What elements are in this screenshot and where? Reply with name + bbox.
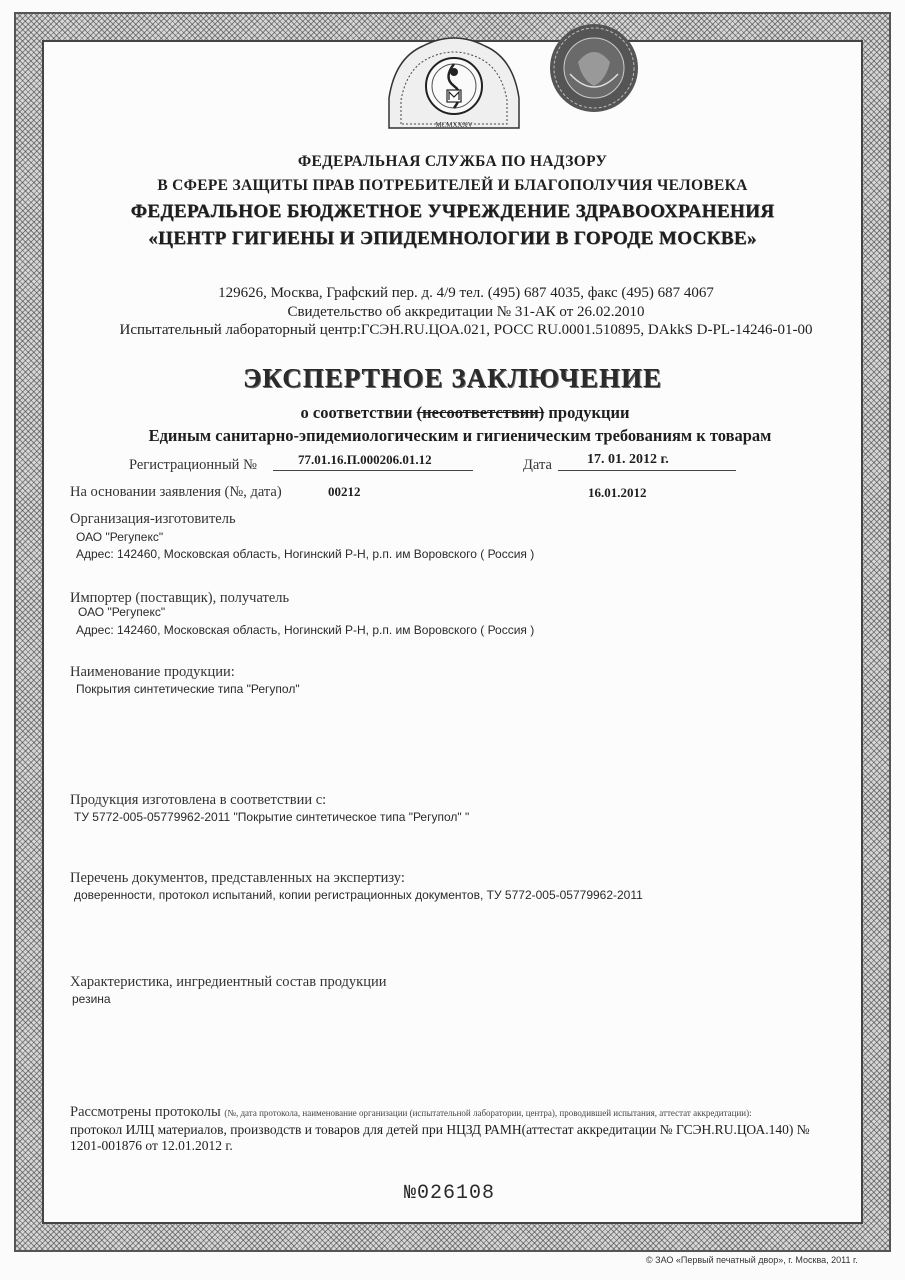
manufacturer-label: Организация-изготовитель — [70, 511, 236, 527]
contact-address: 129626, Москва, Графский пер. д. 4/9 тел. (495) 687 4035, факс (495) 687 4067 — [218, 285, 714, 301]
application-label: На основании заявления (№, дата) — [70, 484, 282, 500]
accreditation-line: Свидетельство об аккредитации № 31-АК от 26.02.2010 — [287, 304, 645, 320]
requirements-line: Единым санитарно-эпидемиологическим и гигиеническим требованиям к товарам — [148, 426, 772, 445]
produced-per-label: Продукция изготовлена в соответствии с: — [70, 792, 327, 808]
manufacturer-address: Адрес: 142460, Московская область, Ногинский Р-Н, р.п. им Воровского ( Россия ) — [76, 547, 535, 561]
registration-number: 77.01.16.П.000206.01.12 — [298, 452, 432, 467]
protocols-text-2: 1201-001876 от 12.01.2012 г. — [70, 1138, 233, 1153]
documents-label: Перечень документов, представленных на экспертизу: — [70, 870, 405, 886]
application-number: 00212 — [328, 484, 361, 499]
product-name: Покрытия синтетические типа "Регупол" — [76, 682, 300, 696]
documents-value: доверенности, протокол испытаний, копии регистрационных документов, ТУ 5772-005-05779962-2011 — [74, 888, 643, 902]
header-line-1: ФЕДЕРАЛЬНАЯ СЛУЖБА ПО НАДЗОРУ — [297, 153, 608, 170]
header-line-2: В СФЕРЕ ЗАЩИТЫ ПРАВ ПОТРЕБИТЕЛЕЙ И БЛАГОПОЛУЧИЯ ЧЕЛОВЕКА — [157, 177, 748, 194]
hologram-seal-icon — [548, 22, 640, 114]
protocols-line — [70, 1104, 752, 1121]
date-field — [558, 470, 736, 471]
importer-label: Импортер (поставщик), получатель — [70, 590, 290, 606]
product-label: Наименование продукции: — [70, 664, 235, 680]
header-line-4: «ЦЕНТР ГИГИЕНЫ И ЭПИДЕМНОЛОГИИ В ГОРОДЕ МОСКВЕ» — [148, 228, 757, 249]
emblem-icon — [383, 28, 525, 136]
importer-address: Адрес: 142460, Московская область, Ногинский Р-Н, р.п. им Воровского ( Россия ) — [76, 623, 535, 637]
conformity-line — [0, 403, 905, 423]
importer-name: ОАО "Регупекс" — [78, 605, 166, 619]
printer-copyright: © ЗАО «Первый печатный двор», г. Москва, 2011 г. — [646, 1255, 858, 1265]
registration-number-field — [273, 470, 473, 471]
manufacturer-name: ОАО "Регупекс" — [76, 530, 164, 544]
protocols-hint: (№, дата протокола, наименование организации (испытательной лаборатории, центра), проводившей испытания, аттестат аккредитации): — [224, 1108, 752, 1118]
conformity-suffix: продукции — [548, 403, 630, 422]
document-title: ЭКСПЕРТНОЕ ЗАКЛЮЧЕНИЕ — [243, 363, 662, 393]
registration-label: Регистрационный № — [129, 457, 257, 473]
composition-value: резина — [72, 992, 111, 1006]
produced-per-value: ТУ 5772-005-05779962-2011 "Покрытие синтетическое типа "Регупол" " — [74, 810, 470, 824]
protocols-label: Рассмотрены протоколы — [70, 1104, 221, 1120]
conformity-prefix: о соответствии — [300, 403, 413, 422]
header-line-3: ФЕДЕРАЛЬНОЕ БЮДЖЕТНОЕ УЧРЕЖДЕНИЕ ЗДРАВООХРАНЕНИЯ — [130, 201, 775, 222]
composition-label: Характеристика, ингредиентный состав продукции — [70, 974, 387, 990]
date-label: Дата — [523, 457, 552, 473]
form-number: №026108 — [404, 1182, 496, 1205]
registration-date: 17. 01. 2012 г. — [587, 452, 669, 467]
protocols-text-1: протокол ИЛЦ материалов, производств и товаров для детей при НЦЗД РАМН(аттестат аккредитации № ГСЭН.RU.ЦОА.140) № — [70, 1122, 810, 1137]
lab-center-line: Испытательный лабораторный центр:ГСЭН.RU.ЦОА.021, РОСС RU.0001.510895, DAkkS D-PL-14246-01-00 — [119, 322, 813, 338]
emblem-year: MCMXXXV — [435, 121, 473, 129]
conformity-struck: (несоответствии) — [416, 403, 545, 422]
application-date: 16.01.2012 — [588, 485, 647, 500]
